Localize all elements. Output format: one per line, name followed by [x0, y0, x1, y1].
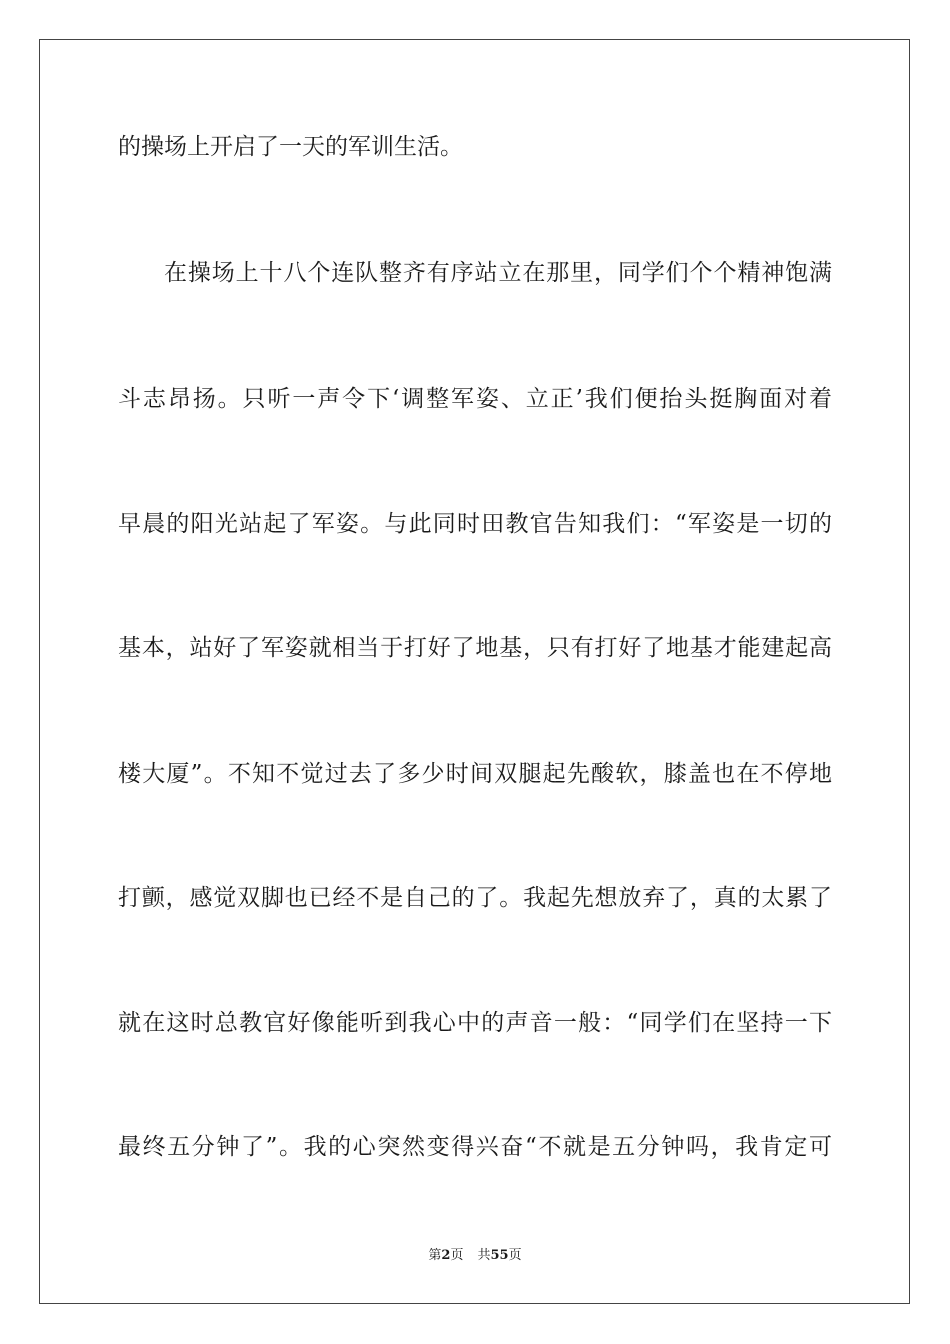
- page-suffix: 页: [450, 1248, 464, 1263]
- text-line-5: 基本，站好了军姿就相当于打好了地基，只有打好了地基才能建起高: [118, 635, 832, 661]
- text-line-9: 最终五分钟了”。我的心突然变得兴奋“不就是五分钟吗，我肯定可: [118, 1134, 832, 1160]
- text-line-2: 在操场上十八个连队整齐有序站立在那里，同学们个个精神饱满: [164, 260, 832, 286]
- total-suffix: 页: [508, 1248, 522, 1263]
- page-number: 2: [441, 1248, 451, 1263]
- text-line-4: 早晨的阳光站起了军姿。与此同时田教官告知我们：“军姿是一切的: [118, 511, 832, 537]
- text-line-8: 就在这时总教官好像能听到我心中的声音一般：“同学们在坚持一下: [118, 1010, 832, 1036]
- total-pages: 55: [490, 1248, 509, 1263]
- total-prefix: 共: [477, 1248, 491, 1263]
- page-border: [39, 39, 910, 1304]
- text-line-1: 的操场上开启了一天的军训生活。: [118, 134, 463, 160]
- text-line-6: 楼大厦”。不知不觉过去了多少时间双腿起先酸软，膝盖也在不停地: [118, 761, 832, 787]
- page-prefix: 第: [428, 1248, 442, 1263]
- text-line-3: 斗志昂扬。只听一声令下‘调整军姿、立正’我们便抬头挺胸面对着: [118, 386, 832, 412]
- page-footer: [0, 1247, 950, 1265]
- text-line-7: 打颤，感觉双脚也已经不是自己的了。我起先想放弃了，真的太累了: [118, 885, 832, 911]
